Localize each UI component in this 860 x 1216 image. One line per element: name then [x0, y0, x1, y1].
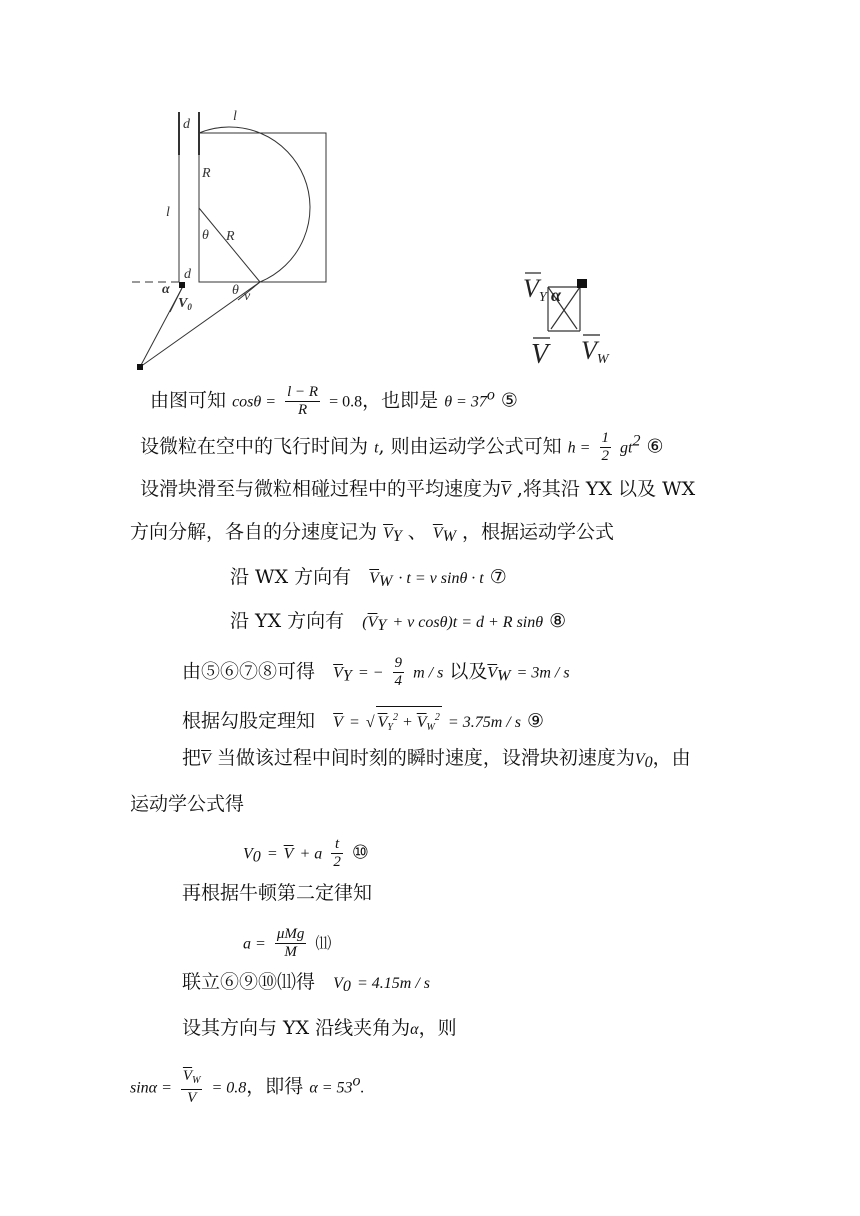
landing-point — [137, 364, 143, 370]
fraction-l-minus-R-over-R: $\frac{l - R}{R}$ — [287, 384, 319, 418]
label-R-radius: R — [226, 229, 235, 244]
path-to-point-left — [140, 288, 182, 367]
radius-line — [199, 208, 260, 282]
line-cos-theta: 由图可知 cosθ = $\frac{l - R}{R}$ = 0.8，也即是 $\theta = 37^o$ ⑤ — [150, 384, 518, 418]
trajectory-arc — [199, 127, 310, 282]
label-theta-bottom: θ — [232, 283, 239, 298]
line-average-velocity: 设滑块滑至与微粒相碰过程中的平均速度为$\overline{V}$ ,将其沿 YX 以及 WX — [140, 478, 696, 500]
line-pythagoras: 根据勾股定理知 $\overline{V}$ = √ $V_Y^2 + \overline{V}_W^2 = 3.75m / s$ ⑨ — [182, 706, 544, 739]
label-l-left: l — [166, 205, 170, 220]
line-acceleration-formula: a = $\frac{\text{μMg}}{M}$ ⑾ — [243, 926, 332, 960]
line-instantaneous-velocity: 把$\overline{V}$ 当做该过程中间时刻的瞬时速度，设滑块初速度为V0，由 — [182, 747, 691, 771]
line-sin-alpha: sinα = $\frac{\overline{V}_W}{V}$ = 0.8，即得 $\alpha = 53^o$. — [130, 1068, 365, 1106]
label-vw: VW — [581, 336, 609, 367]
fraction-t-over-2: $\frac{t}{2}$ — [333, 836, 341, 870]
label-d-top: d — [183, 117, 190, 132]
line-v0-formula: $V0 = \overline{V} + a$ $\frac{t}{2}$ ⑩ — [243, 836, 369, 870]
block-marker — [577, 279, 587, 288]
slider-block — [179, 282, 185, 288]
label-alpha: α — [551, 285, 561, 305]
label-d-bottom: d — [184, 267, 191, 282]
label-R-upper: R — [202, 166, 211, 181]
field-rectangle — [199, 133, 326, 282]
velocity-decomposition-diagram — [515, 265, 635, 375]
square-root: $V_Y^2 + \overline{V}_W^2$ — [376, 706, 442, 739]
fraction-nine-quarters: $\frac{9}{4}$ — [394, 655, 403, 689]
label-alpha: α — [162, 282, 170, 297]
label-v0: $V_0$ — [178, 296, 192, 312]
label-v: V — [531, 339, 549, 370]
line-newton: 再根据牛顿第二定律知 — [182, 882, 373, 904]
fraction-one-half: $\frac{1}{2}$ — [601, 430, 609, 464]
fraction-mumg-over-m: $\frac{\text{μMg}}{M}$ — [276, 926, 305, 960]
line-decompose: 方向分解，各自的分速度记为 $\overline{V}Y$ 、 $\overline{V}W$ ，根据运动学公式 — [130, 521, 615, 545]
line-result-components: 由⑤⑥⑦⑧可得 $\overline{V}Y$ = − $\frac{9}{4}$ m / s 以及$\overline{V}W = 3m / s$ — [182, 655, 570, 689]
label-v: v — [244, 289, 251, 304]
line-v0-result: 联立⑥⑨⑩⑾得 V0 = 4.15m / s — [182, 971, 430, 995]
geometry-diagram — [120, 100, 350, 380]
line-wx-direction: 沿 WX 方向有 $\overline{V}W \cdot t = v$ sinθ · t ⑦ — [230, 566, 507, 590]
label-l-top: l — [233, 109, 237, 124]
line-flight-time: 设微粒在空中的飞行时间为 t, 则由运动学公式可知 h = $\frac{1}{2}$ $gt^2$ ⑥ — [140, 430, 664, 464]
path-to-point-right — [140, 282, 260, 367]
label-vy: VY — [523, 274, 547, 305]
line-yx-direction: 沿 YX 方向有 ($\overline{V}Y + v$ cosθ)t = d + R sinθ ⑧ — [230, 610, 567, 634]
line-kinematics: 运动学公式得 — [130, 793, 245, 815]
label-theta-center: θ — [202, 228, 209, 243]
line-direction-angle: 设其方向与 YX 沿线夹角为α，则 — [182, 1017, 457, 1039]
fraction-vw-over-v: $\frac{\overline{V}_W}{V}$ — [182, 1068, 201, 1106]
